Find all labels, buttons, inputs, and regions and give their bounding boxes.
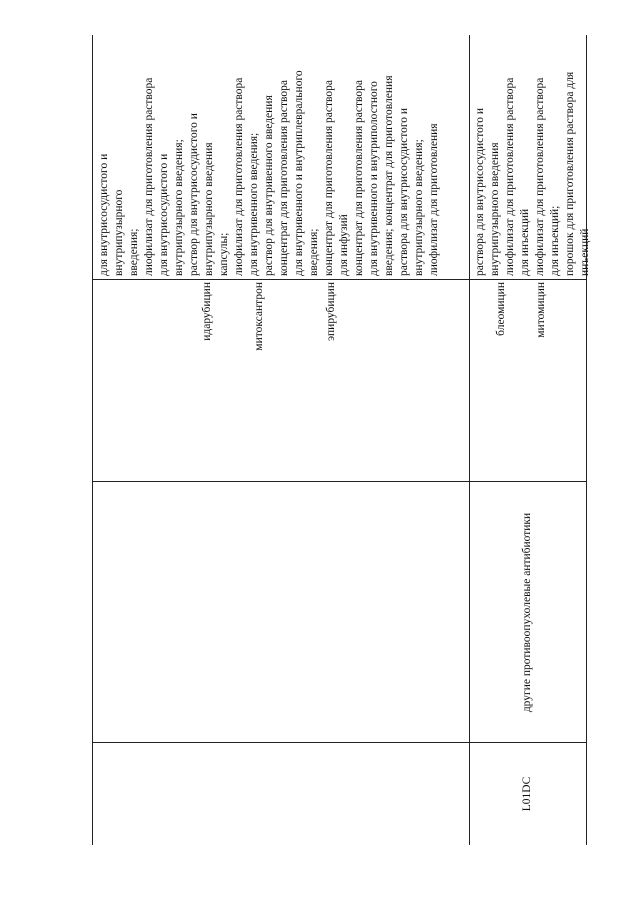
dosage-form-line: раствор для внутривенного введения [263, 95, 275, 276]
dosage-forms-cell [97, 36, 469, 276]
dosage-form-line: для внутрисосудистого и [98, 153, 110, 276]
drug-name: блеомицин [495, 282, 507, 336]
group-cell [469, 482, 586, 743]
dosage-form-line: введения; концентрат для приготовления [383, 75, 395, 276]
dosage-form-line: для внутривенного и внутриполостного [368, 81, 380, 276]
dosage-form-line: для внутривенного и внутриплеврального [293, 70, 305, 276]
group-cell [92, 482, 469, 743]
dosage-form-line: внутрипузырного введения [489, 142, 501, 276]
dosage-form-line: раствор для внутрисосудистого и [188, 113, 200, 276]
dosage-form-line: лиофилизат для приготовления раствора [504, 77, 516, 276]
dosage-form-line: концентрат для приготовления раствора [278, 80, 290, 276]
dosage-form-line: инъекций [579, 228, 591, 276]
dosage-form-line: лиофилизат для приготовления раствора [233, 77, 245, 276]
dosage-forms-cell [473, 36, 591, 276]
group-text: другие противоопухолевые антибиотики [521, 512, 533, 713]
dosage-form-line: раствора для внутрисосудистого и [398, 107, 410, 276]
col-divider-drug-form [92, 279, 587, 280]
dosage-form-line: лиофилизат для приготовления раствора [143, 77, 155, 276]
drug-name: идарубицин [201, 282, 213, 341]
dosage-form-line: порошок для приготовления раствора для [564, 71, 576, 276]
dosage-form-line: внутрипузырного введения [203, 142, 215, 276]
dosage-form-line: введения; [128, 228, 140, 276]
dosage-form-line: концентрат для приготовления раствора [323, 80, 335, 276]
dosage-form-line: для инъекций; [549, 205, 561, 276]
code-cell [469, 743, 586, 845]
dosage-form-line: введения; [308, 228, 320, 276]
dosage-form-line: внутрипузырного введения; [173, 139, 185, 276]
dosage-form-line: для инъекций [519, 208, 531, 276]
dosage-form-line: раствора для внутрисосудистого и [474, 107, 486, 276]
dosage-form-line: для внутривенного введения; [248, 132, 260, 276]
drug-name: митоксантрон [253, 282, 265, 351]
dosage-form-line: внутрипузырного введения; [413, 139, 425, 276]
dosage-form-line: концентрат для приготовления раствора [353, 80, 365, 276]
dosage-form-line: лиофилизат для приготовления раствора [534, 77, 546, 276]
drug-name: митомицин [535, 282, 547, 338]
dosage-form-line: для инфузий [338, 214, 350, 276]
drug-name: эпирубицин [325, 282, 337, 341]
dosage-form-line: капсулы; [218, 232, 230, 276]
dosage-form-line: лиофилизат для приготовления [428, 123, 440, 276]
code-text: L01DC [521, 776, 533, 812]
dosage-form-line: для внутрисосудистого и [158, 153, 170, 276]
code-cell [92, 743, 469, 845]
dosage-form-line: внутрипузырного [113, 189, 125, 276]
rotated-table [92, 35, 591, 845]
